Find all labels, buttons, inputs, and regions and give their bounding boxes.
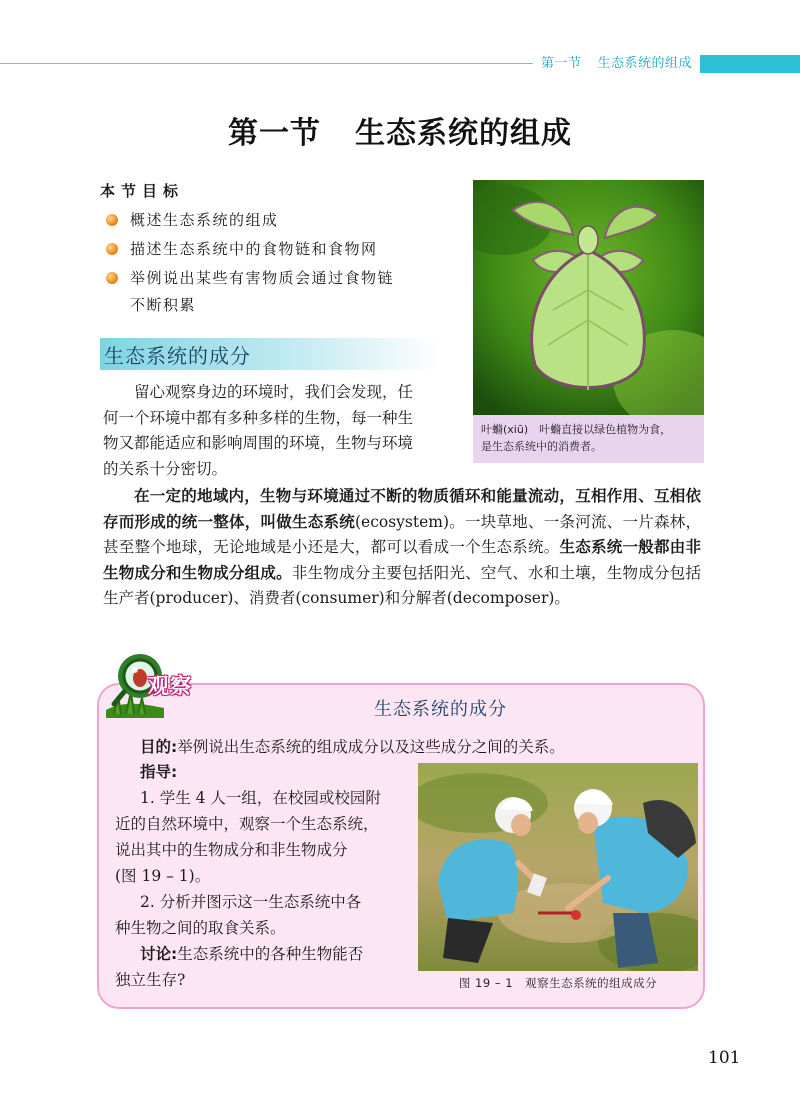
goal-item: 举例说出某些有害物质会通过食物链 xyxy=(108,266,394,291)
header-color-block xyxy=(700,55,800,73)
definition-bold: 在一定的地域内，生物与环境通过不断的物质循环和能量流动，互相作用、互相依存而形成的统一整体，叫做生态系统 xyxy=(103,487,701,531)
paragraph-intro xyxy=(103,380,453,482)
page-title-section: 第一节 xyxy=(228,116,321,151)
observation-purpose xyxy=(140,734,565,760)
students-photo-caption: 图 19 – 1 观察生态系统的组成成分 xyxy=(458,976,658,990)
page-title xyxy=(0,108,800,152)
step-line: 种生物之间的取食关系。 xyxy=(115,919,286,937)
goal-item-continued: 不断积累 xyxy=(130,296,197,314)
text-line: 的关系十分密切。 xyxy=(103,459,228,478)
step-line: 2. 分析并图示这一生态系统中各 xyxy=(140,893,362,911)
header-title: 生态系统的组成 xyxy=(597,56,692,71)
section-heading xyxy=(100,338,440,370)
discussion-line: 独立生存? xyxy=(115,971,186,989)
leaf-insect-photo xyxy=(473,180,704,415)
bullet-icon xyxy=(106,214,118,226)
observation-steps xyxy=(115,785,410,993)
students-observing-photo xyxy=(418,763,698,971)
purpose-text: 举例说出生态系统的组成成分以及这些成分之间的关系。 xyxy=(177,738,565,756)
guide-label: 指导: xyxy=(140,763,178,781)
step-line: 1. 学生 4 人一组，在校园或校园附 xyxy=(140,789,381,807)
goal-item: 概述生态系统的组成 xyxy=(108,208,279,233)
purpose-label: 目的: xyxy=(140,738,178,756)
definition-text: 一块草地、一条河流、一片森林，甚至整个地球，无论地域是小还是大，都可以看成一个生态系统。 xyxy=(103,512,701,556)
goal-item: 描述生态系统中的食物链和食物网 xyxy=(108,237,378,262)
step-line: (图 19 – 1)。 xyxy=(115,867,211,885)
definition-term: (ecosystem)。 xyxy=(354,512,466,531)
observation-title: 生态系统的成分 xyxy=(374,699,507,720)
caption-line: 叶䗛(xiū) 叶䗛直接以绿色植物为食， xyxy=(481,423,672,436)
composition-bold: 生态系统一般都由非生物成分和生物成分组成。 xyxy=(103,538,701,582)
section-heading-text: 生态系统的成分 xyxy=(104,344,251,368)
paragraph-definition xyxy=(103,484,701,612)
text-line: 何一个环境中都有多种多样的生物，每一种生 xyxy=(103,408,414,427)
page-number: 101 xyxy=(708,1048,741,1068)
running-header xyxy=(533,55,700,73)
bullet-icon xyxy=(106,272,118,284)
step-line: 近的自然环境中，观察一个生态系统， xyxy=(115,815,379,833)
leaf-insect-caption xyxy=(473,415,704,463)
step-line: 说出其中的生物成分和非生物成分 xyxy=(115,841,348,859)
bullet-icon xyxy=(106,243,118,255)
discussion-label: 讨论: xyxy=(140,945,178,963)
header-section: 第一节 xyxy=(540,56,582,71)
text-line: 物又都能适应和影响周围的环境，生物与环境 xyxy=(103,434,414,452)
discussion-line: 讨论:生态系统中的各种生物能否 xyxy=(140,945,364,963)
goals-heading: 本节目标 xyxy=(100,182,185,200)
caption-line: 是生态系统中的消费者。 xyxy=(481,440,602,453)
composition-text: 非生物成分主要包括阳光、空气、水和土壤，生物成分包括生产者(producer)、消费者(consumer)和分解者(decomposer)。 xyxy=(103,563,701,607)
text-line: 留心观察身边的环境时，我们会发现，任 xyxy=(134,383,414,401)
page-title-text: 生态系统的组成 xyxy=(355,116,572,151)
observation-label: 观察 xyxy=(148,674,192,698)
